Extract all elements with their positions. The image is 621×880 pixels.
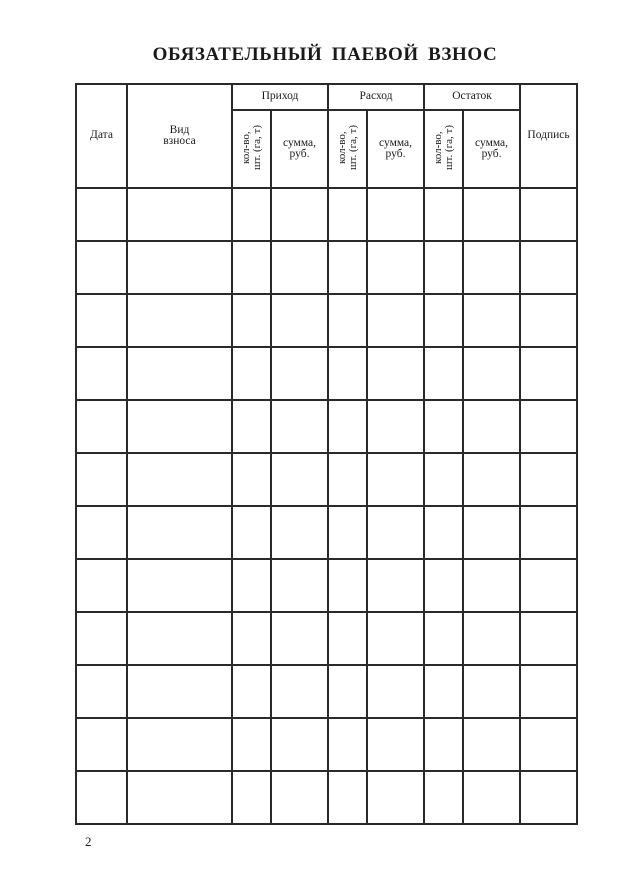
table-row bbox=[76, 771, 577, 824]
cell-balance-sum bbox=[463, 665, 520, 718]
column-header-signature: Подпись bbox=[520, 84, 577, 188]
table-row bbox=[76, 241, 577, 294]
cell-income-qty bbox=[232, 188, 271, 241]
cell-balance-sum bbox=[463, 506, 520, 559]
table-row bbox=[76, 718, 577, 771]
cell-expense-qty bbox=[328, 771, 367, 824]
cell-signature bbox=[520, 612, 577, 665]
column-header-type-label: Вид взноса bbox=[163, 123, 196, 147]
cell-income-sum bbox=[271, 612, 328, 665]
cell-date bbox=[76, 506, 127, 559]
subheader-expense-qty-label: кол-во, шт. (га, т) bbox=[335, 124, 359, 170]
subheader-expense-sum-label: сумма, руб. bbox=[379, 136, 413, 160]
table-row bbox=[76, 665, 577, 718]
cell-signature bbox=[520, 347, 577, 400]
cell-balance-sum bbox=[463, 400, 520, 453]
column-header-date: Дата bbox=[76, 84, 127, 188]
cell-balance-qty bbox=[424, 506, 463, 559]
cell-income-qty bbox=[232, 718, 271, 771]
cell-income-sum bbox=[271, 665, 328, 718]
cell-income-sum bbox=[271, 294, 328, 347]
cell-signature bbox=[520, 718, 577, 771]
cell-expense-sum bbox=[367, 771, 424, 824]
cell-income-sum bbox=[271, 400, 328, 453]
cell-signature bbox=[520, 665, 577, 718]
cell-date bbox=[76, 241, 127, 294]
cell-type bbox=[127, 400, 232, 453]
cell-type bbox=[127, 771, 232, 824]
cell-balance-sum bbox=[463, 453, 520, 506]
page-title: ОБЯЗАТЕЛЬНЫЙ ПАЕВОЙ ВЗНОС bbox=[152, 44, 498, 65]
cell-balance-sum bbox=[463, 559, 520, 612]
cell-type bbox=[127, 294, 232, 347]
subheader-balance-qty bbox=[424, 110, 463, 188]
table-row bbox=[76, 188, 577, 241]
cell-date bbox=[76, 347, 127, 400]
cell-balance-qty bbox=[424, 453, 463, 506]
table-row bbox=[76, 400, 577, 453]
cell-balance-qty bbox=[424, 718, 463, 771]
cell-signature bbox=[520, 400, 577, 453]
cell-income-qty bbox=[232, 453, 271, 506]
cell-balance-qty bbox=[424, 400, 463, 453]
cell-expense-sum bbox=[367, 347, 424, 400]
column-header-type bbox=[127, 84, 232, 188]
cell-date bbox=[76, 188, 127, 241]
cell-expense-qty bbox=[328, 665, 367, 718]
cell-income-qty bbox=[232, 241, 271, 294]
cell-balance-sum bbox=[463, 347, 520, 400]
table-row bbox=[76, 294, 577, 347]
subheader-income-sum-label: сумма, руб. bbox=[283, 136, 317, 160]
cell-income-sum bbox=[271, 559, 328, 612]
cell-signature bbox=[520, 294, 577, 347]
cell-balance-qty bbox=[424, 771, 463, 824]
cell-type bbox=[127, 188, 232, 241]
cell-income-sum bbox=[271, 347, 328, 400]
cell-type bbox=[127, 453, 232, 506]
cell-balance-qty bbox=[424, 559, 463, 612]
cell-expense-qty bbox=[328, 506, 367, 559]
cell-balance-qty bbox=[424, 241, 463, 294]
cell-balance-qty bbox=[424, 294, 463, 347]
cell-balance-sum bbox=[463, 612, 520, 665]
cell-income-sum bbox=[271, 506, 328, 559]
cell-signature bbox=[520, 559, 577, 612]
cell-signature bbox=[520, 771, 577, 824]
cell-date bbox=[76, 453, 127, 506]
cell-balance-qty bbox=[424, 612, 463, 665]
cell-balance-sum bbox=[463, 241, 520, 294]
cell-expense-qty bbox=[328, 559, 367, 612]
cell-date bbox=[76, 771, 127, 824]
cell-signature bbox=[520, 188, 577, 241]
cell-expense-qty bbox=[328, 294, 367, 347]
ledger-body bbox=[76, 188, 577, 824]
cell-expense-sum bbox=[367, 453, 424, 506]
cell-balance-sum bbox=[463, 294, 520, 347]
cell-expense-sum bbox=[367, 612, 424, 665]
cell-signature bbox=[520, 453, 577, 506]
subheader-income-qty bbox=[232, 110, 271, 188]
cell-expense-sum bbox=[367, 559, 424, 612]
cell-type bbox=[127, 506, 232, 559]
cell-balance-qty bbox=[424, 665, 463, 718]
cell-income-qty bbox=[232, 294, 271, 347]
column-header-balance: Остаток bbox=[424, 84, 520, 110]
cell-income-sum bbox=[271, 241, 328, 294]
cell-date bbox=[76, 400, 127, 453]
cell-income-sum bbox=[271, 453, 328, 506]
cell-income-qty bbox=[232, 612, 271, 665]
cell-expense-sum bbox=[367, 718, 424, 771]
cell-balance-qty bbox=[424, 188, 463, 241]
cell-expense-qty bbox=[328, 400, 367, 453]
cell-type bbox=[127, 347, 232, 400]
cell-expense-sum bbox=[367, 188, 424, 241]
cell-expense-qty bbox=[328, 241, 367, 294]
subheader-balance-qty-label: кол-во, шт. (га, т) bbox=[431, 124, 455, 170]
column-header-income: Приход bbox=[232, 84, 328, 110]
table-row bbox=[76, 347, 577, 400]
table-row bbox=[76, 506, 577, 559]
cell-date bbox=[76, 612, 127, 665]
page-number: 2 bbox=[85, 834, 92, 849]
cell-date bbox=[76, 294, 127, 347]
cell-income-qty bbox=[232, 771, 271, 824]
subheader-income-sum bbox=[271, 110, 328, 188]
table-row bbox=[76, 453, 577, 506]
cell-type bbox=[127, 718, 232, 771]
cell-expense-qty bbox=[328, 718, 367, 771]
subheader-expense-sum bbox=[367, 110, 424, 188]
table-row bbox=[76, 612, 577, 665]
cell-expense-sum bbox=[367, 665, 424, 718]
cell-type bbox=[127, 665, 232, 718]
subheader-income-qty-label: кол-во, шт. (га, т) bbox=[239, 124, 263, 170]
cell-expense-sum bbox=[367, 294, 424, 347]
cell-date bbox=[76, 665, 127, 718]
ledger-table bbox=[75, 83, 578, 825]
table-row bbox=[76, 559, 577, 612]
cell-date bbox=[76, 718, 127, 771]
cell-income-qty bbox=[232, 506, 271, 559]
subheader-expense-qty bbox=[328, 110, 367, 188]
cell-balance-qty bbox=[424, 347, 463, 400]
column-header-expense: Расход bbox=[328, 84, 424, 110]
cell-date bbox=[76, 559, 127, 612]
cell-income-qty bbox=[232, 559, 271, 612]
cell-balance-sum bbox=[463, 188, 520, 241]
cell-expense-sum bbox=[367, 506, 424, 559]
cell-type bbox=[127, 559, 232, 612]
cell-expense-sum bbox=[367, 400, 424, 453]
cell-income-sum bbox=[271, 188, 328, 241]
cell-expense-qty bbox=[328, 612, 367, 665]
cell-type bbox=[127, 612, 232, 665]
cell-income-sum bbox=[271, 718, 328, 771]
cell-balance-sum bbox=[463, 718, 520, 771]
cell-income-qty bbox=[232, 400, 271, 453]
cell-balance-sum bbox=[463, 771, 520, 824]
cell-income-sum bbox=[271, 771, 328, 824]
cell-income-qty bbox=[232, 347, 271, 400]
cell-expense-qty bbox=[328, 453, 367, 506]
cell-income-qty bbox=[232, 665, 271, 718]
subheader-balance-sum-label: сумма, руб. bbox=[475, 136, 509, 160]
cell-signature bbox=[520, 506, 577, 559]
cell-expense-qty bbox=[328, 347, 367, 400]
cell-signature bbox=[520, 241, 577, 294]
cell-expense-sum bbox=[367, 241, 424, 294]
subheader-balance-sum bbox=[463, 110, 520, 188]
cell-expense-qty bbox=[328, 188, 367, 241]
cell-type bbox=[127, 241, 232, 294]
